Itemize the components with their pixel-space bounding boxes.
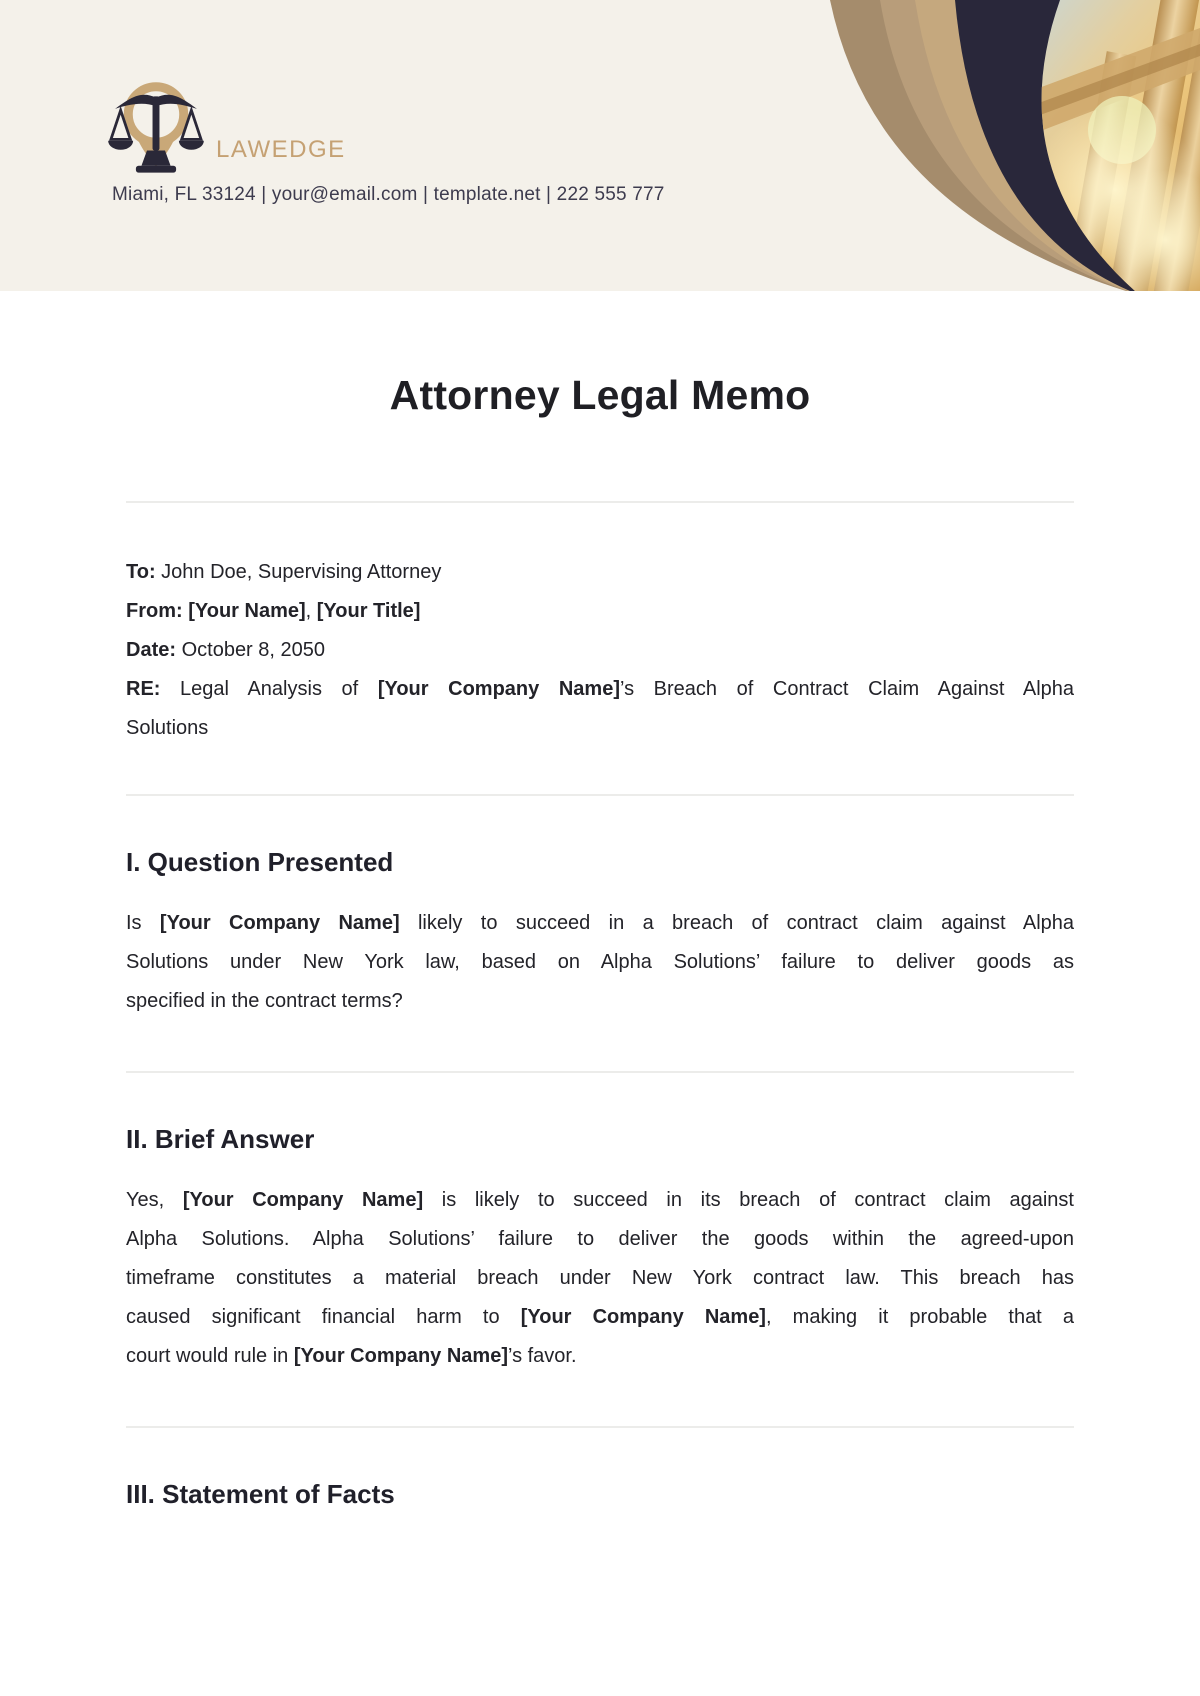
memo-body [0, 371, 1200, 1510]
paragraph-line: Yes, [Your Company Name] is likely to succeed in its breach of contract claim against [126, 1189, 1074, 1211]
paragraph-line: Is [Your Company Name] likely to succeed in a breach of contract claim against Alpha [126, 912, 1075, 934]
memo-from-line: From: [Your Name], [Your Title] [126, 600, 421, 622]
memo-date-line: Date: October 8, 2050 [126, 639, 326, 661]
memo-to-line: To: John Doe, Supervising Attorney [126, 561, 442, 583]
question-presented-paragraph [126, 904, 1074, 1021]
section-heading-brief-answer: II. Brief Answer [126, 1124, 315, 1154]
scales-of-justice-icon [104, 78, 208, 180]
brand-name: LAWEDGE [216, 136, 346, 163]
paragraph-line: caused significant financial harm to [Your Company Name], making it probable that a [126, 1306, 1074, 1328]
brand-logo [104, 78, 346, 180]
paragraph-line: timeframe constitutes a material breach under New York contract law. This breach has [126, 1267, 1074, 1289]
contact-line: Miami, FL 33124 | your@email.com | template.net | 222 555 777 [112, 184, 665, 205]
letterhead [0, 0, 1200, 291]
paragraph-line: court would rule in [Your Company Name]’s favor. [126, 1345, 577, 1367]
brief-answer-paragraph [126, 1181, 1074, 1376]
paragraph-line: Solutions under New York law, based on Alpha Solutions’ failure to deliver goods as [126, 951, 1074, 973]
divider [126, 794, 1074, 796]
section-heading-question-presented: I. Question Presented [126, 847, 394, 877]
divider [126, 1426, 1074, 1428]
memo-re-line: RE: Legal Analysis of [Your Company Name]’s Breach of Contract Claim Against Alpha [126, 678, 1075, 700]
section-heading-statement-of-facts: III. Statement of Facts [126, 1479, 395, 1509]
paragraph-line: Alpha Solutions. Alpha Solutions’ failure to deliver the goods within the agreed-upon [126, 1228, 1074, 1250]
memo-header-block [126, 553, 1074, 748]
divider [126, 1071, 1074, 1073]
paragraph-line: specified in the contract terms? [126, 990, 403, 1012]
memo-re-line: Solutions [126, 717, 209, 739]
page-title: Attorney Legal Memo [389, 372, 811, 418]
divider [126, 501, 1074, 503]
corner-art [770, 0, 1200, 291]
